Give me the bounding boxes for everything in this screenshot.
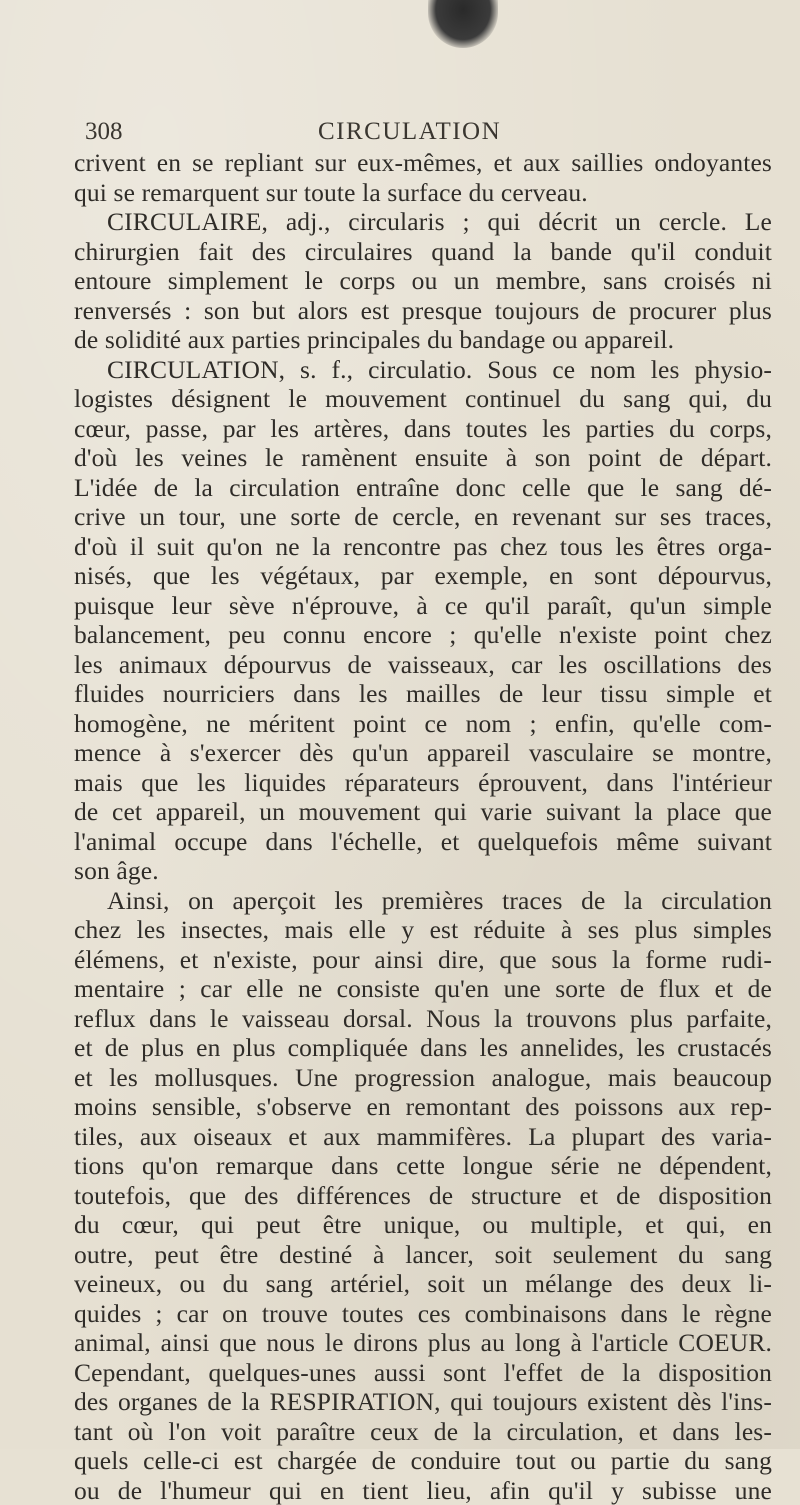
text-line: renversés : son but alors est presque toujours de procurer plus [74, 296, 772, 326]
text-line: homogène, ne méritent point ce nom ; enfin, qu'elle com- [74, 709, 772, 739]
text-line: tiles, aux oiseaux et aux mammifères. La plupart des varia- [74, 1122, 772, 1152]
text-line: logistes désignent le mouvement continuel du sang qui, du [74, 384, 772, 414]
text-line: mentaire ; car elle ne consiste qu'en une sorte de flux et de [74, 974, 772, 1004]
text-line: ou de l'humeur qui en tient lieu, afin qu'il y subisse une [74, 1476, 772, 1505]
text-line: mence à s'exercer dès qu'un appareil vasculaire se montre, [74, 738, 772, 768]
text-line: chirurgien fait des circulaires quand la bande qu'il conduit [74, 237, 772, 267]
text-line: des organes de la RESPIRATION, qui toujours existent dès l'ins- [74, 1387, 772, 1417]
text-line: balancement, peu connu encore ; qu'elle n'existe point chez [74, 620, 772, 650]
text-line: quels celle-ci est chargée de conduire tout ou partie du sang [74, 1446, 772, 1476]
page-number: 308 [85, 118, 123, 146]
text-line: chez les insectes, mais elle y est réduite à ses plus simples [74, 915, 772, 945]
text-line: qui se remarquent sur toute la surface du cerveau. [74, 178, 772, 208]
text-line: moins sensible, s'observe en remontant des poissons aux rep- [74, 1092, 772, 1122]
text-line: reflux dans le vaisseau dorsal. Nous la trouvons plus parfaite, [74, 1004, 772, 1034]
text-line: mais que les liquides réparateurs éprouvent, dans l'intérieur [74, 768, 772, 798]
text-line: nisés, que les végétaux, par exemple, en sont dépourvus, [74, 561, 772, 591]
ink-blot [428, 0, 498, 48]
text-line: et les mollusques. Une progression analogue, mais beaucoup [74, 1063, 772, 1093]
body-text [74, 148, 772, 1505]
text-line: l'animal occupe dans l'échelle, et quelquefois même suivant [74, 827, 772, 857]
text-line: élémens, et n'existe, pour ainsi dire, que sous la forme rudi- [74, 945, 772, 975]
text-line: cœur, passe, par les artères, dans toutes les parties du corps, [74, 414, 772, 444]
text-line: L'idée de la circulation entraîne donc celle que le sang dé- [74, 473, 772, 503]
text-line: outre, peut être destiné à lancer, soit seulement du sang [74, 1240, 772, 1270]
text-line: tant où l'on voit paraître ceux de la circulation, et dans les- [74, 1417, 772, 1447]
text-line: d'où il suit qu'on ne la rencontre pas chez tous les êtres orga- [74, 532, 772, 562]
text-line: de solidité aux parties principales du bandage ou appareil. [74, 325, 772, 355]
text-line: et de plus en plus compliquée dans les annelides, les crustacés [74, 1033, 772, 1063]
text-line: CIRCULAIRE, adj., circularis ; qui décrit un cercle. Le [74, 207, 772, 237]
text-line: animal, ainsi que nous le dirons plus au long à l'article COEUR. [74, 1328, 772, 1358]
text-line: fluides nourriciers dans les mailles de leur tissu simple et [74, 679, 772, 709]
text-line: de cet appareil, un mouvement qui varie suivant la place que [74, 797, 772, 827]
text-line: crivent en se repliant sur eux-mêmes, et aux saillies ondoyantes [74, 148, 772, 178]
text-line: Ainsi, on aperçoit les premières traces de la circulation [74, 886, 772, 916]
text-line: crive un tour, une sorte de cercle, en revenant sur ses traces, [74, 502, 772, 532]
text-line: du cœur, qui peut être unique, ou multiple, et qui, en [74, 1210, 772, 1240]
text-line: CIRCULATION, s. f., circulatio. Sous ce nom les physio- [74, 355, 772, 385]
text-line: entoure simplement le corps ou un membre, sans croisés ni [74, 266, 772, 296]
text-line: son âge. [74, 856, 772, 886]
text-line: Cependant, quelques-unes aussi sont l'effet de la disposition [74, 1358, 772, 1388]
text-line: d'où les veines le ramènent ensuite à son point de départ. [74, 443, 772, 473]
text-line: puisque leur sève n'éprouve, à ce qu'il paraît, qu'un simple [74, 591, 772, 621]
text-line: quides ; car on trouve toutes ces combinaisons dans le règne [74, 1299, 772, 1329]
text-line: veineux, ou du sang artériel, soit un mélange des deux li- [74, 1269, 772, 1299]
text-line: les animaux dépourvus de vaisseaux, car les oscillations des [74, 650, 772, 680]
text-line: tions qu'on remarque dans cette longue série ne dépendent, [74, 1151, 772, 1181]
text-line: toutefois, que des différences de structure et de disposition [74, 1181, 772, 1211]
running-head: CIRCULATION [318, 118, 501, 146]
